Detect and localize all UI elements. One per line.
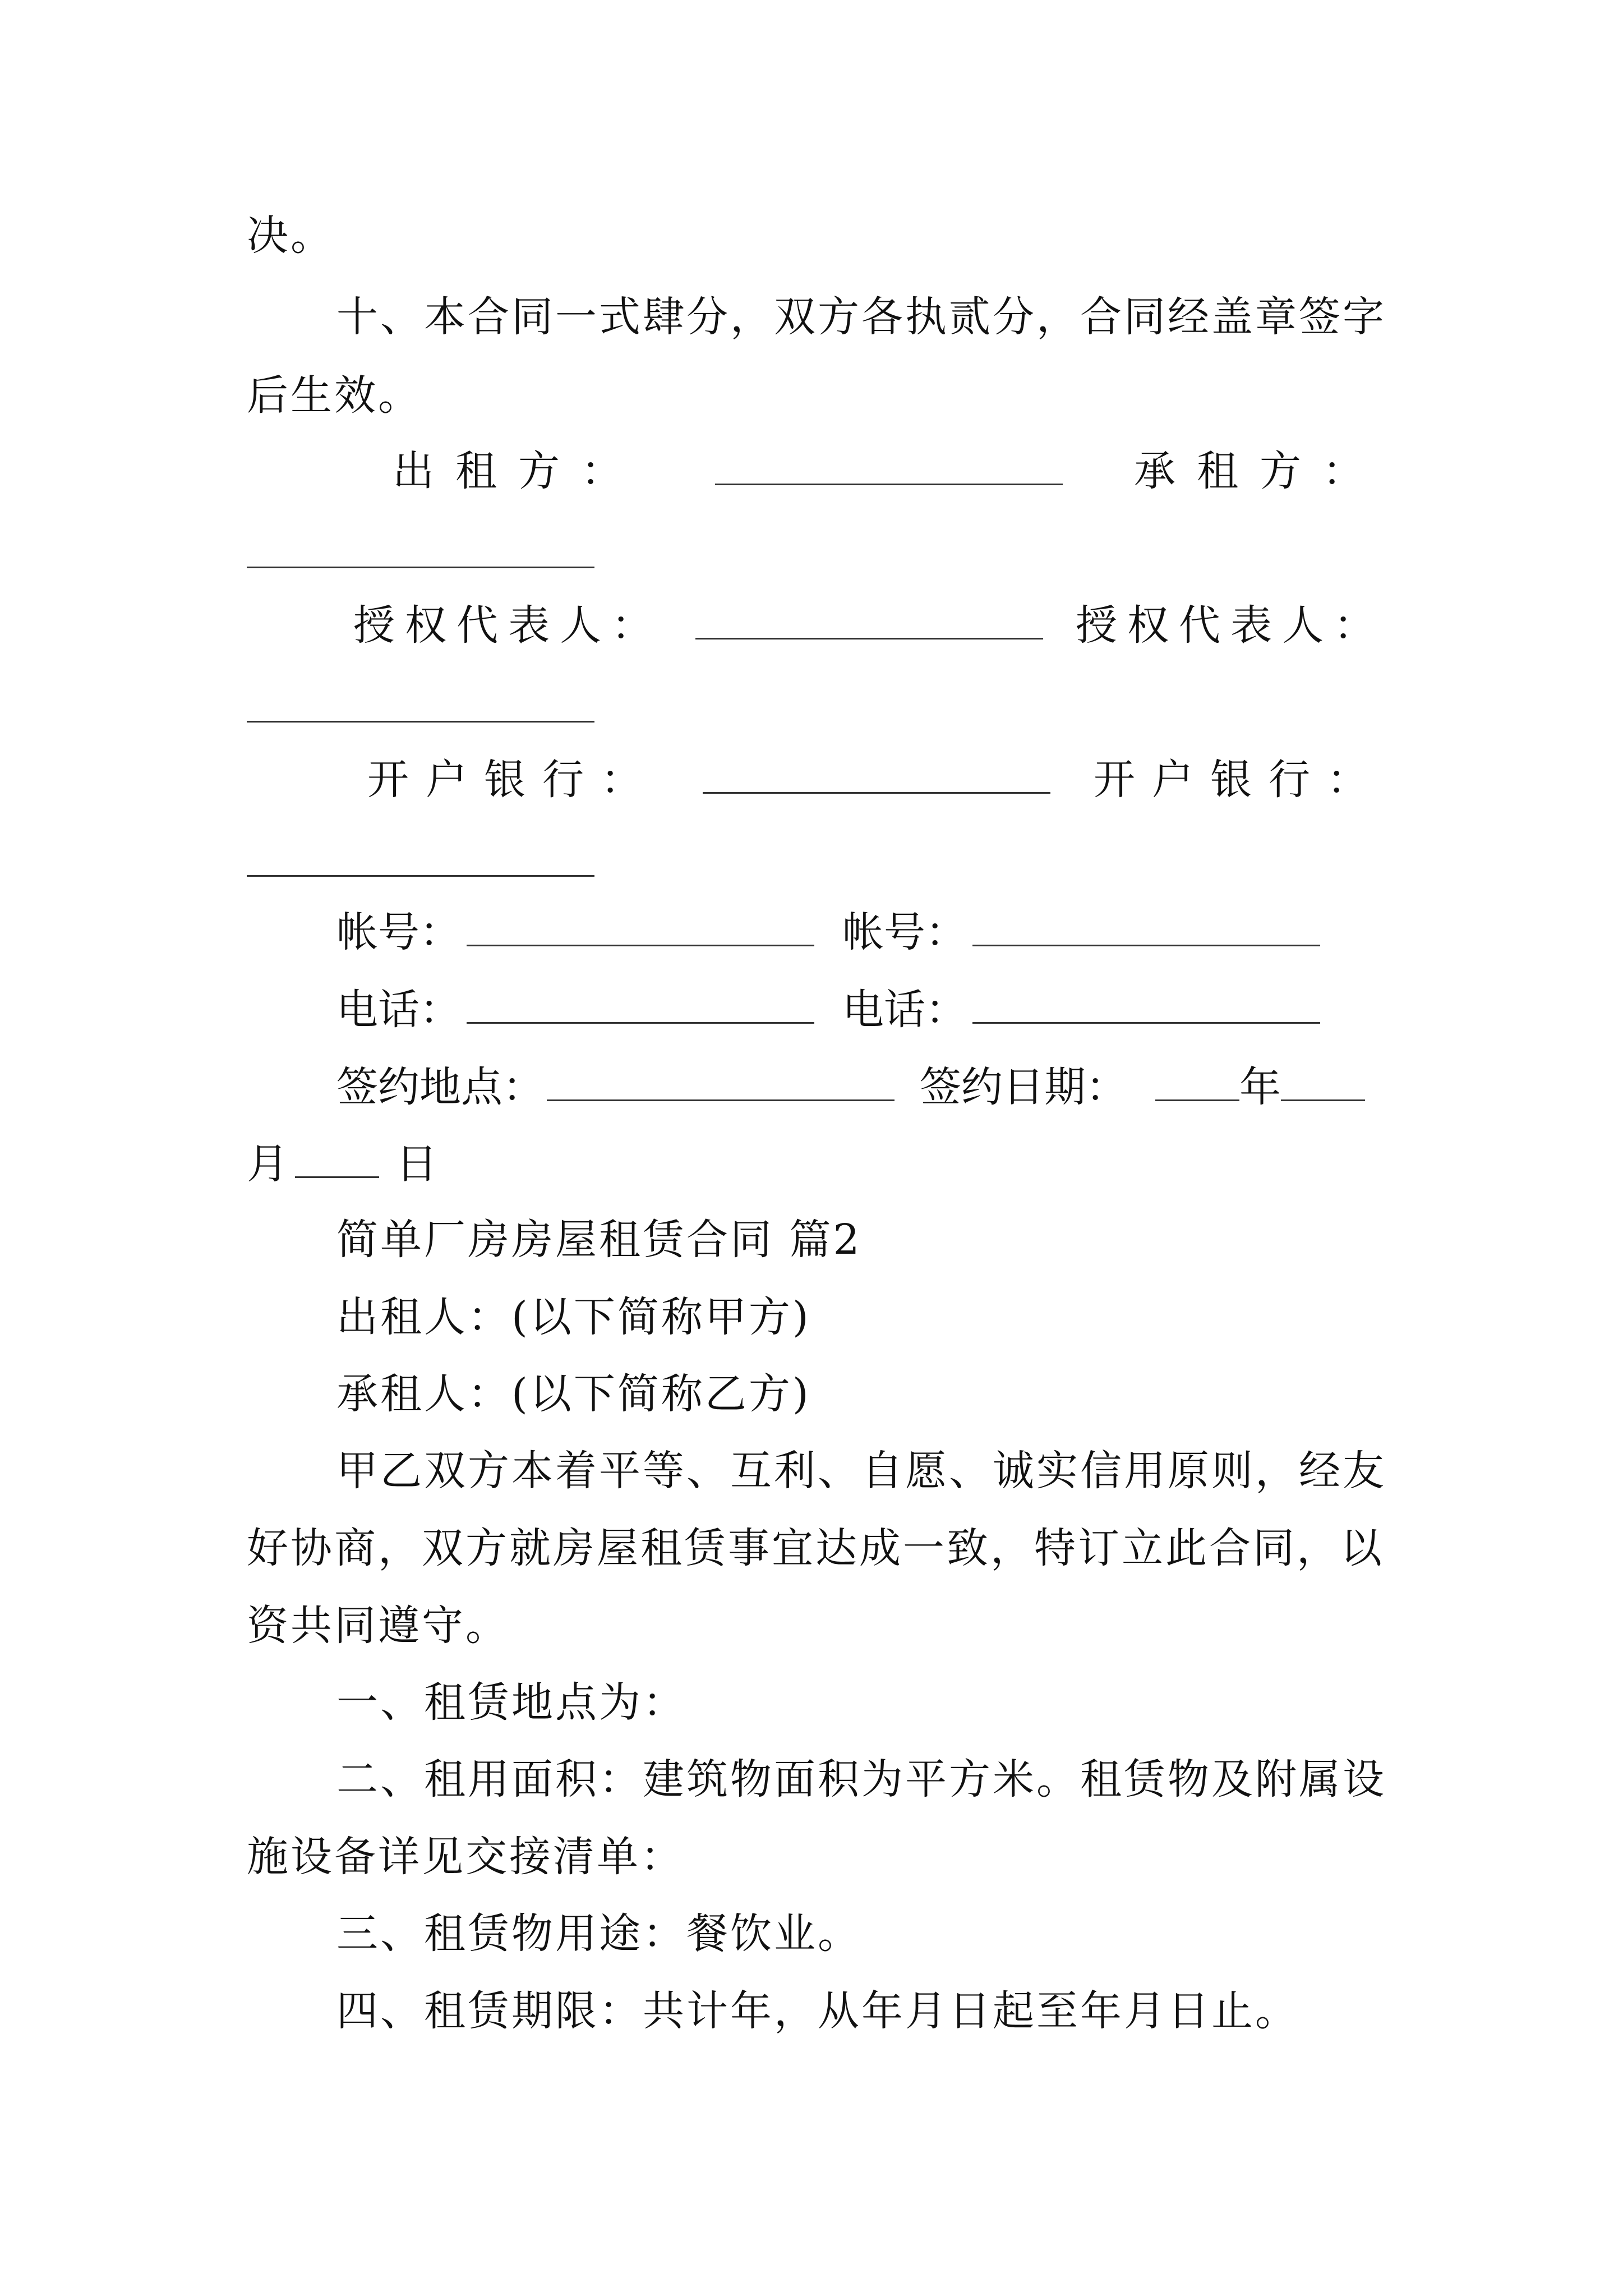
- sign-place-label: 签约地点：: [336, 1063, 544, 1111]
- bank-label-a: 开户银行：: [367, 756, 659, 804]
- month-blank: [1281, 1097, 1365, 1101]
- bank-blank-a: [703, 790, 1050, 794]
- lessee-label: 承租方：: [1134, 447, 1385, 495]
- lessor-blank: [715, 481, 1063, 485]
- month-char: 月: [247, 1140, 291, 1188]
- lessee-blank: [247, 567, 594, 568]
- day-char: 日: [396, 1140, 440, 1188]
- sign-row: [336, 1059, 1385, 1115]
- section-title: 简单厂房房屋租赁合同 篇2: [336, 1216, 862, 1264]
- phone-blank-b: [972, 1020, 1320, 1024]
- item-two: 二、租用面积：建筑物面积为平方米。租赁物及附属设: [336, 1755, 1386, 1803]
- phone-label-b: 电话：: [842, 986, 967, 1034]
- lessor-lessee-row: [393, 443, 1385, 499]
- phone-row: [336, 982, 1385, 1038]
- account-label-a: 帐号：: [336, 908, 461, 956]
- item-one: 一、租赁地点为：: [336, 1678, 686, 1727]
- rep-blank-a: [695, 636, 1043, 639]
- account-row: [336, 904, 1385, 960]
- phone-label-a: 电话：: [336, 986, 461, 1034]
- text-line: 决。: [247, 211, 334, 260]
- paragraph-line: 资共同遵守。: [247, 1602, 509, 1650]
- bank-label-b: 开户银行：: [1094, 756, 1385, 804]
- clause-ten: 十、本合同一式肆分，双方各执贰分，合同经盖章签字: [336, 293, 1386, 341]
- account-blank-a: [467, 942, 814, 946]
- year-char: 年: [1239, 1063, 1281, 1111]
- account-label-b: 帐号：: [842, 908, 967, 956]
- phone-blank-a: [467, 1020, 814, 1024]
- rep-blank-b: [247, 721, 594, 723]
- sign-place-blank: [547, 1097, 895, 1101]
- account-blank-b: [972, 942, 1320, 946]
- paragraph-line: 甲乙双方本着平等、互利、自愿、诚实信用原则，经友: [336, 1447, 1386, 1495]
- lessor-line: 出租人：(以下简称甲方): [336, 1293, 811, 1341]
- text-line: 后生效。: [247, 371, 422, 420]
- paragraph-line: 好协商，双方就房屋租赁事宜达成一致，特订立此合同，以: [247, 1524, 1384, 1572]
- item-four: 四、租赁期限：共计年，从年月日起至年月日止。: [336, 1987, 1299, 2035]
- bank-row: [367, 752, 1385, 808]
- day-blank: [295, 1174, 379, 1178]
- date-continuation: [247, 1136, 1385, 1192]
- rep-row: [353, 597, 1385, 654]
- lessee-line: 承租人：(以下简称乙方): [336, 1370, 811, 1418]
- bank-blank-b: [247, 875, 594, 877]
- year-blank: [1155, 1097, 1239, 1101]
- lessor-label: 出租方：: [393, 447, 644, 495]
- rep-label-b: 授权代表人：: [1076, 601, 1385, 650]
- item-three: 三、租赁物用途：餐饮业。: [336, 1910, 861, 1958]
- sign-date-label: 签约日期：: [920, 1063, 1127, 1111]
- item-two-cont: 施设备详见交接清单：: [247, 1833, 684, 1881]
- rep-label-a: 授权代表人：: [353, 601, 663, 650]
